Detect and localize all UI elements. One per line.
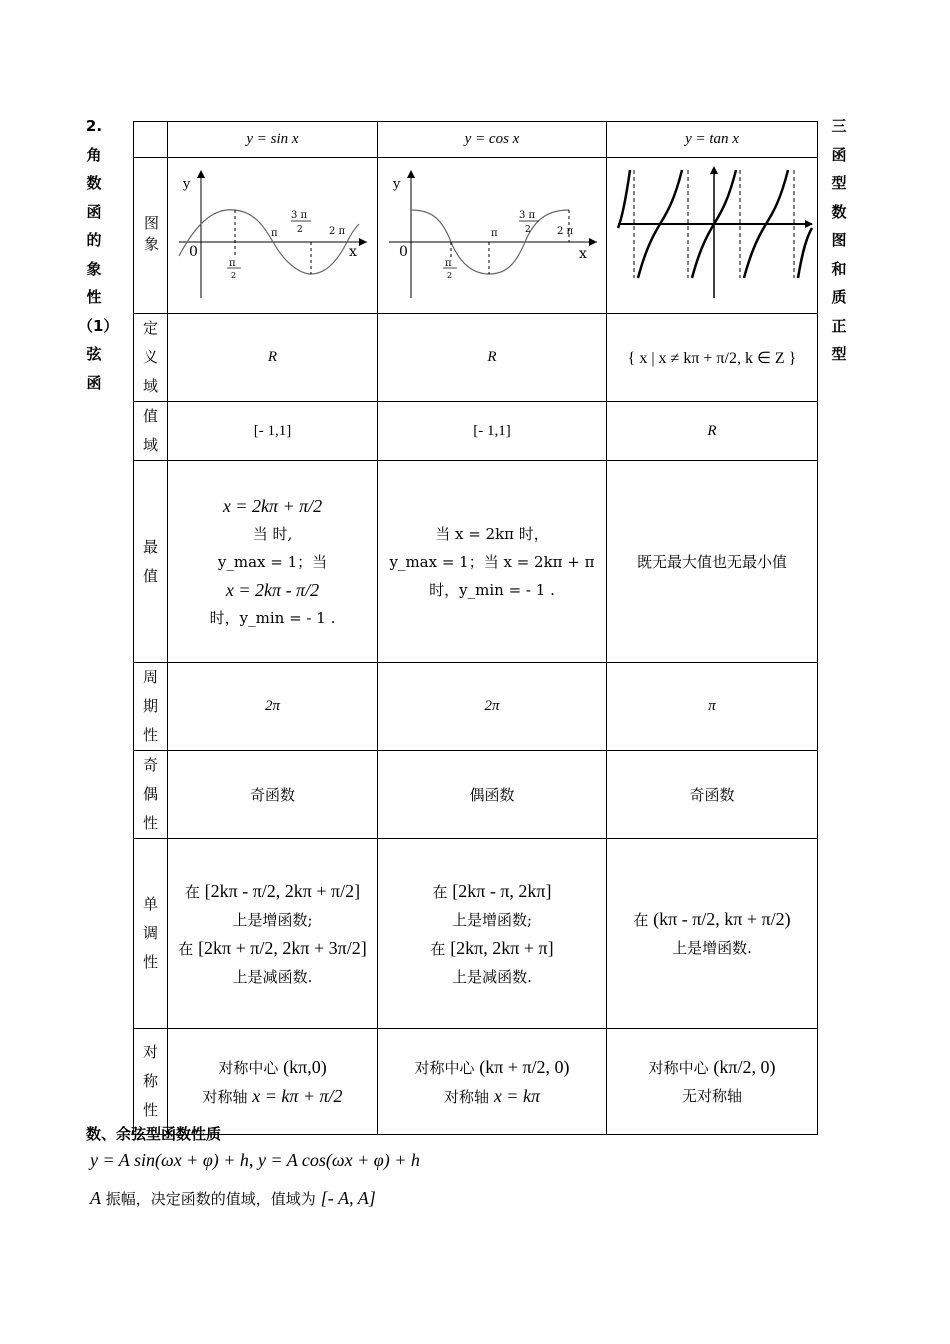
header-cos: y = cos x bbox=[378, 122, 607, 158]
symmetry-tan bbox=[607, 1029, 818, 1135]
period-cos: 2π bbox=[378, 663, 607, 751]
left-label-char: 函 bbox=[86, 373, 102, 392]
header-sin: y = sin x bbox=[168, 122, 378, 158]
cos-increasing-interval: [2kπ - π, 2kπ] bbox=[452, 880, 552, 901]
parity-cos: 偶函数 bbox=[378, 751, 607, 839]
sin-decreasing-interval: [2kπ + π/2, 2kπ + 3π/2] bbox=[198, 937, 367, 958]
row-label-period: 周期性 bbox=[134, 663, 168, 751]
label-x: x bbox=[348, 244, 357, 260]
sin-symmetry-axis: x = kπ + π/2 bbox=[252, 1085, 343, 1106]
label-origin: 0 bbox=[398, 244, 408, 260]
label-pi-half-num: π bbox=[444, 258, 452, 269]
label-y: y bbox=[182, 177, 190, 192]
sin-graph-cell bbox=[168, 158, 378, 314]
label-x: x bbox=[578, 246, 587, 262]
right-label-char: 型 bbox=[831, 345, 847, 363]
tan-symmetry-center: (kπ/2, 0) bbox=[713, 1057, 776, 1077]
label-origin: 0 bbox=[188, 244, 198, 260]
right-vertical-label bbox=[828, 112, 850, 369]
label-pi: π bbox=[490, 228, 498, 239]
center-label: 对称中心 bbox=[218, 1058, 279, 1077]
y-axis-arrow bbox=[197, 170, 205, 178]
text-prefix: 在 bbox=[633, 911, 649, 929]
right-label-char: 图 bbox=[831, 231, 847, 249]
trig-properties-table bbox=[133, 121, 818, 1135]
y-axis-arrow bbox=[710, 166, 718, 174]
parity-tan: 奇函数 bbox=[607, 751, 818, 839]
row-label-domain: 定义域 bbox=[134, 314, 168, 402]
formula-line: y = A sin(ωx + φ) + h, y = A cos(ωx + φ) + h bbox=[90, 1150, 420, 1170]
extrema-sin bbox=[168, 461, 378, 663]
sin-symmetry-center: (kπ,0) bbox=[283, 1056, 327, 1077]
row-label-symmetry: 对称性 bbox=[134, 1029, 168, 1135]
row-label-graph: 图象 bbox=[134, 158, 168, 314]
bottom-heading: 数、余弦型函数性质 bbox=[86, 1125, 222, 1143]
range-sin: [- 1,1] bbox=[168, 402, 378, 461]
extrema-sin-line: 当 时, bbox=[252, 524, 293, 543]
label-2pi: 2 π bbox=[328, 226, 345, 237]
graph-row bbox=[134, 158, 818, 314]
formula-sin-type: y = A sin(ωx + φ) + h bbox=[90, 1150, 249, 1170]
period-row bbox=[134, 663, 818, 751]
right-label-char: 型 bbox=[831, 174, 847, 192]
right-label-char: 函 bbox=[831, 145, 847, 164]
domain-cos: R bbox=[378, 314, 607, 402]
tan-graph-cell bbox=[607, 158, 818, 314]
amplitude-range: [- A, A] bbox=[320, 1188, 376, 1208]
extrema-sin-line: x = 2kπ - π/2 bbox=[225, 579, 320, 600]
label-3pi-num: 3 π bbox=[518, 210, 535, 221]
extrema-cos-line: 时，y_min = - 1 . bbox=[429, 580, 555, 599]
x-axis-arrow bbox=[805, 220, 813, 228]
cos-increasing-text: 上是增函数; bbox=[451, 910, 533, 929]
extrema-sin-line: x = 2kπ + π/2 bbox=[222, 495, 323, 516]
text-prefix: 在 bbox=[178, 939, 194, 958]
parity-sin: 奇函数 bbox=[168, 751, 378, 839]
period-tan: π bbox=[607, 663, 818, 751]
x-axis-arrow bbox=[589, 238, 597, 246]
left-label-char: 弦 bbox=[86, 345, 102, 363]
domain-sin: R bbox=[168, 314, 378, 402]
right-label-char: 质 bbox=[831, 288, 847, 306]
sin-increasing-text: 上是增函数; bbox=[232, 910, 313, 929]
extrema-sin-line: 时，y_min = - 1 . bbox=[209, 608, 336, 627]
left-label-char: 性 bbox=[86, 288, 102, 306]
parity-row bbox=[134, 751, 818, 839]
left-label-char: 数 bbox=[86, 174, 102, 192]
range-cos: [- 1,1] bbox=[378, 402, 607, 461]
left-label-char: 象 bbox=[86, 259, 102, 278]
corner-cell bbox=[134, 122, 168, 158]
tan-increasing-interval: (kπ - π/2, kπ + π/2) bbox=[653, 909, 791, 929]
extrema-cos-line: y_max = 1；当 x = 2kπ + π bbox=[389, 552, 595, 571]
cos-decreasing-interval: [2kπ, 2kπ + π] bbox=[450, 937, 554, 958]
label-3pi-num: 3 π bbox=[290, 210, 307, 221]
extrema-row bbox=[134, 461, 818, 663]
label-2pi: 2 π bbox=[556, 226, 573, 237]
label-pi-half-den: 2 bbox=[230, 271, 236, 280]
row-label-range: 值域 bbox=[134, 402, 168, 461]
extrema-sin-line: y_max = 1；当 bbox=[217, 552, 328, 571]
domain-row bbox=[134, 314, 818, 402]
left-label-char: 函 bbox=[86, 202, 102, 221]
cos-symmetry-axis: x = kπ bbox=[493, 1085, 540, 1106]
tan-symmetry-axis: 无对称轴 bbox=[681, 1087, 742, 1105]
axis-label: 对称轴 bbox=[444, 1087, 490, 1106]
monotonic-tan bbox=[607, 839, 818, 1029]
extrema-cos bbox=[378, 461, 607, 663]
text-prefix: 在 bbox=[432, 882, 448, 901]
extrema-cos-line: 当 x = 2kπ 时， bbox=[435, 524, 549, 543]
domain-tan: { x | x ≠ kπ + π/2, k ∈ Z } bbox=[607, 314, 818, 402]
left-vertical-label bbox=[78, 112, 119, 397]
left-label-char: 的 bbox=[86, 231, 102, 249]
sin-increasing-interval: [2kπ - π/2, 2kπ + π/2] bbox=[204, 880, 361, 901]
monotonic-row bbox=[134, 839, 818, 1029]
period-sin: 2π bbox=[168, 663, 378, 751]
cos-graph bbox=[379, 158, 606, 309]
header-row bbox=[134, 122, 818, 158]
symmetry-cos bbox=[378, 1029, 607, 1135]
header-tan: y = tan x bbox=[607, 122, 818, 158]
amplitude-text: 振幅，决定函数的值域，值域为 bbox=[105, 1190, 316, 1208]
tan-increasing-text: 上是增函数. bbox=[672, 939, 752, 957]
label-pi-half-num: π bbox=[228, 258, 236, 269]
center-label: 对称中心 bbox=[648, 1059, 709, 1077]
right-label-char: 和 bbox=[831, 259, 847, 278]
right-label-char: 数 bbox=[831, 202, 847, 221]
left-label-char: 角 bbox=[86, 145, 102, 164]
label-pi: π bbox=[270, 228, 278, 239]
tan-branch bbox=[618, 170, 630, 228]
right-label-char: 正 bbox=[831, 316, 847, 335]
label-3pi-den: 2 bbox=[524, 225, 531, 235]
formula-cos-type: y = A cos(ωx + φ) + h bbox=[257, 1150, 420, 1170]
amplitude-line bbox=[90, 1188, 376, 1209]
label-pi-half-den: 2 bbox=[446, 271, 452, 280]
right-label-char: 三 bbox=[831, 117, 847, 135]
text-prefix: 在 bbox=[430, 939, 446, 958]
left-label-char: 2. bbox=[85, 117, 103, 135]
tan-branch bbox=[798, 228, 812, 278]
range-tan: R bbox=[607, 402, 818, 461]
y-axis-arrow bbox=[407, 170, 415, 178]
amplitude-var: A bbox=[90, 1188, 101, 1208]
cos-decreasing-text: 上是减函数. bbox=[452, 967, 532, 986]
row-label-parity: 奇偶性 bbox=[134, 751, 168, 839]
tan-graph bbox=[608, 158, 817, 309]
symmetry-row bbox=[134, 1029, 818, 1135]
cos-symmetry-center: (kπ + π/2, 0) bbox=[479, 1056, 570, 1077]
sin-graph bbox=[169, 158, 377, 309]
label-3pi-den: 2 bbox=[296, 225, 303, 235]
extrema-tan: 既无最大值也无最小值 bbox=[607, 461, 818, 663]
symmetry-sin bbox=[168, 1029, 378, 1135]
label-y: y bbox=[392, 177, 400, 192]
text-prefix: 在 bbox=[184, 882, 200, 901]
range-row bbox=[134, 402, 818, 461]
center-label: 对称中心 bbox=[414, 1058, 475, 1077]
left-label-char: （1） bbox=[78, 316, 119, 335]
row-label-extrema: 最值 bbox=[134, 461, 168, 663]
monotonic-cos bbox=[378, 839, 607, 1029]
cos-graph-cell bbox=[378, 158, 607, 314]
x-axis-arrow bbox=[359, 238, 367, 246]
monotonic-sin bbox=[168, 839, 378, 1029]
sin-decreasing-text: 上是减函数. bbox=[232, 967, 313, 986]
row-label-monotonic: 单调性 bbox=[134, 839, 168, 1029]
axis-label: 对称轴 bbox=[202, 1087, 248, 1106]
